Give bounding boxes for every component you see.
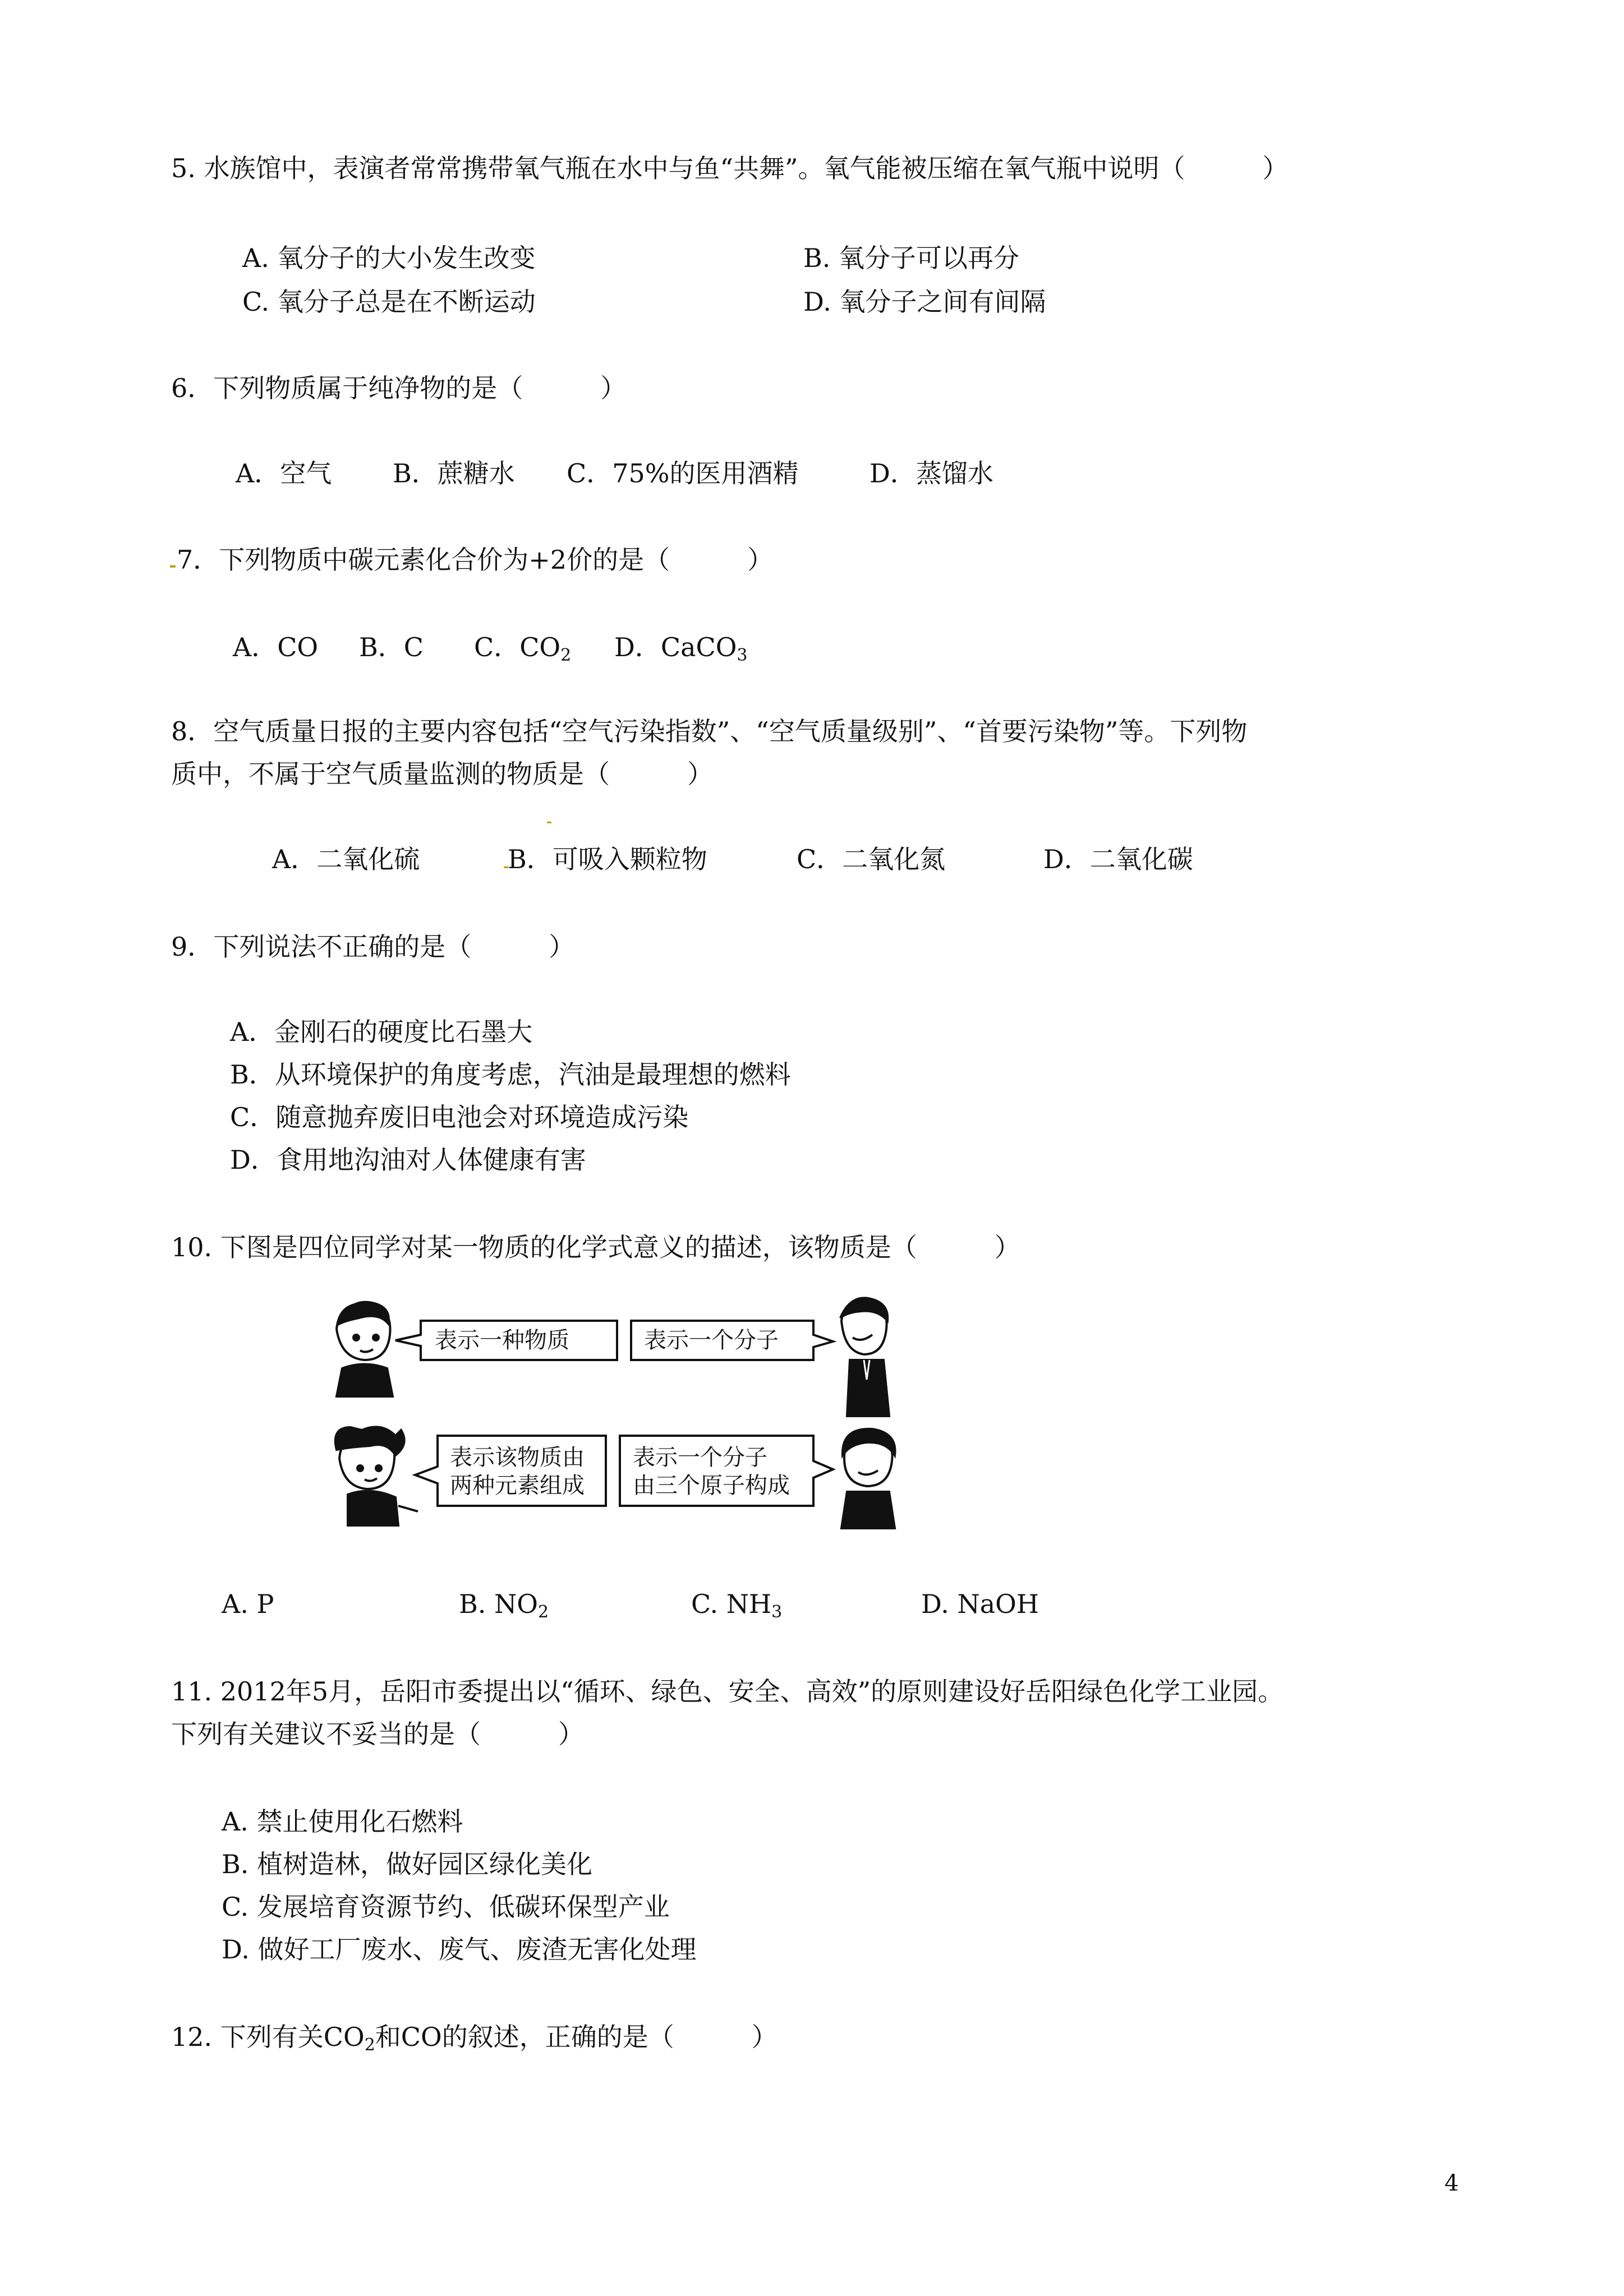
q5-option-c: C. 氧分子总是在不断运动 bbox=[242, 287, 536, 317]
q8-stem-line1: 8．空气质量日报的主要内容包括“空气污染指数”、“空气质量级别”、“首要污染物”等。下列物 bbox=[171, 716, 1248, 746]
q5-option-a: A. 氧分子的大小发生改变 bbox=[242, 243, 536, 273]
q7-option-c: C．$CO_2$ bbox=[474, 632, 572, 665]
student-bottom-right-icon bbox=[841, 1429, 895, 1528]
student-top-left-icon bbox=[337, 1302, 393, 1396]
four-students-figure bbox=[325, 1290, 898, 1559]
q5-stem: 5. 水族馆中，表演者常常携带氧气瓶在水中与鱼“共舞”。氧气能被压缩在氧气瓶中说明（ ） bbox=[171, 153, 1289, 183]
student-bottom-left-icon bbox=[335, 1427, 418, 1525]
bubble-bottom-right-text-2: 由三个原子构成 bbox=[633, 1473, 790, 1499]
q6-option-b: B．蔗糖水 bbox=[393, 458, 515, 488]
q10-stem: 10. 下图是四位同学对某一物质的化学式意义的描述，该物质是（ ） bbox=[171, 1232, 1020, 1262]
print-speck bbox=[170, 565, 176, 568]
bubble-bottom-left-text-2: 两种元素组成 bbox=[450, 1473, 585, 1499]
q11-option-b: B. 植树造林，做好园区绿化美化 bbox=[222, 1849, 593, 1879]
q11-stem-line2: 下列有关建议不妥当的是（ ） bbox=[171, 1719, 584, 1749]
q8-stem-line2: 质中，不属于空气质量监测的物质是（ ） bbox=[171, 759, 713, 789]
q9-option-a: A．金刚石的硬度比石墨大 bbox=[230, 1017, 533, 1047]
q10-option-a: A. P bbox=[222, 1589, 274, 1619]
q9-option-d: D．食用地沟油对人体健康有害 bbox=[230, 1145, 586, 1175]
page-number: 4 bbox=[1444, 2170, 1459, 2196]
q8-option-b: B．可吸入颗粒物 bbox=[508, 844, 707, 874]
student-top-right-icon bbox=[840, 1298, 889, 1416]
q6-option-c: C．75%的医用酒精 bbox=[567, 458, 799, 488]
q7-option-a: A．CO bbox=[233, 632, 319, 662]
q7-option-b: B．C bbox=[359, 632, 424, 662]
q6-stem: 6．下列物质属于纯净物的是（ ） bbox=[171, 373, 627, 403]
q7-option-d: D．CaCO$_3$ bbox=[614, 632, 748, 665]
q9-option-c: C．随意抛弃废旧电池会对环境造成污染 bbox=[230, 1102, 689, 1132]
q5-option-b: B. 氧分子可以再分 bbox=[803, 243, 1020, 273]
q10-option-b: B. $NO_2$ bbox=[459, 1589, 549, 1622]
bubble-bottom-right-text-1: 表示一个分子 bbox=[633, 1445, 767, 1470]
q10-option-c: C. $NH_3$ bbox=[691, 1589, 783, 1622]
q6-option-d: D．蒸馏水 bbox=[869, 458, 993, 488]
q11-stem-line1: 11. 2012年5月，岳阳市委提出以“循环、绿色、安全、高效”的原则建设好岳阳绿色化学工业园。 bbox=[171, 1676, 1284, 1707]
q9-stem: 9．下列说法不正确的是（ ） bbox=[171, 932, 575, 962]
q10-option-d: D. NaOH bbox=[921, 1589, 1039, 1619]
q5-option-d: D. 氧分子之间有间隔 bbox=[803, 287, 1046, 317]
bubble-bottom-left-text-1: 表示该物质由 bbox=[450, 1445, 585, 1470]
q9-option-b: B．从环境保护的角度考虑，汽油是最理想的燃料 bbox=[230, 1059, 791, 1090]
bubble-top-left-text: 表示一种物质 bbox=[435, 1327, 569, 1353]
q8-option-a: A．二氧化硫 bbox=[272, 844, 420, 874]
q11-option-d: D. 做好工厂废水、废气、废渣无害化处理 bbox=[222, 1934, 697, 1965]
q11-option-a: A. 禁止使用化石燃料 bbox=[222, 1806, 463, 1837]
q8-option-c: C．二氧化氮 bbox=[797, 844, 946, 874]
q10-illustration bbox=[325, 1290, 898, 1559]
q6-option-a: A．空气 bbox=[236, 458, 332, 488]
print-speck bbox=[547, 822, 551, 823]
q8-option-d: D．二氧化碳 bbox=[1043, 844, 1193, 874]
q7-stem: 7．下列物质中碳元素化合价为+2价的是（ ） bbox=[177, 545, 774, 575]
bubble-top-right-text: 表示一个分子 bbox=[644, 1327, 779, 1353]
q11-option-c: C. 发展培育资源节约、低碳环保型产业 bbox=[222, 1892, 670, 1922]
q12-stem: 12. 下列有关$CO_2$和CO的叙述，正确的是（ ） bbox=[171, 2022, 778, 2055]
